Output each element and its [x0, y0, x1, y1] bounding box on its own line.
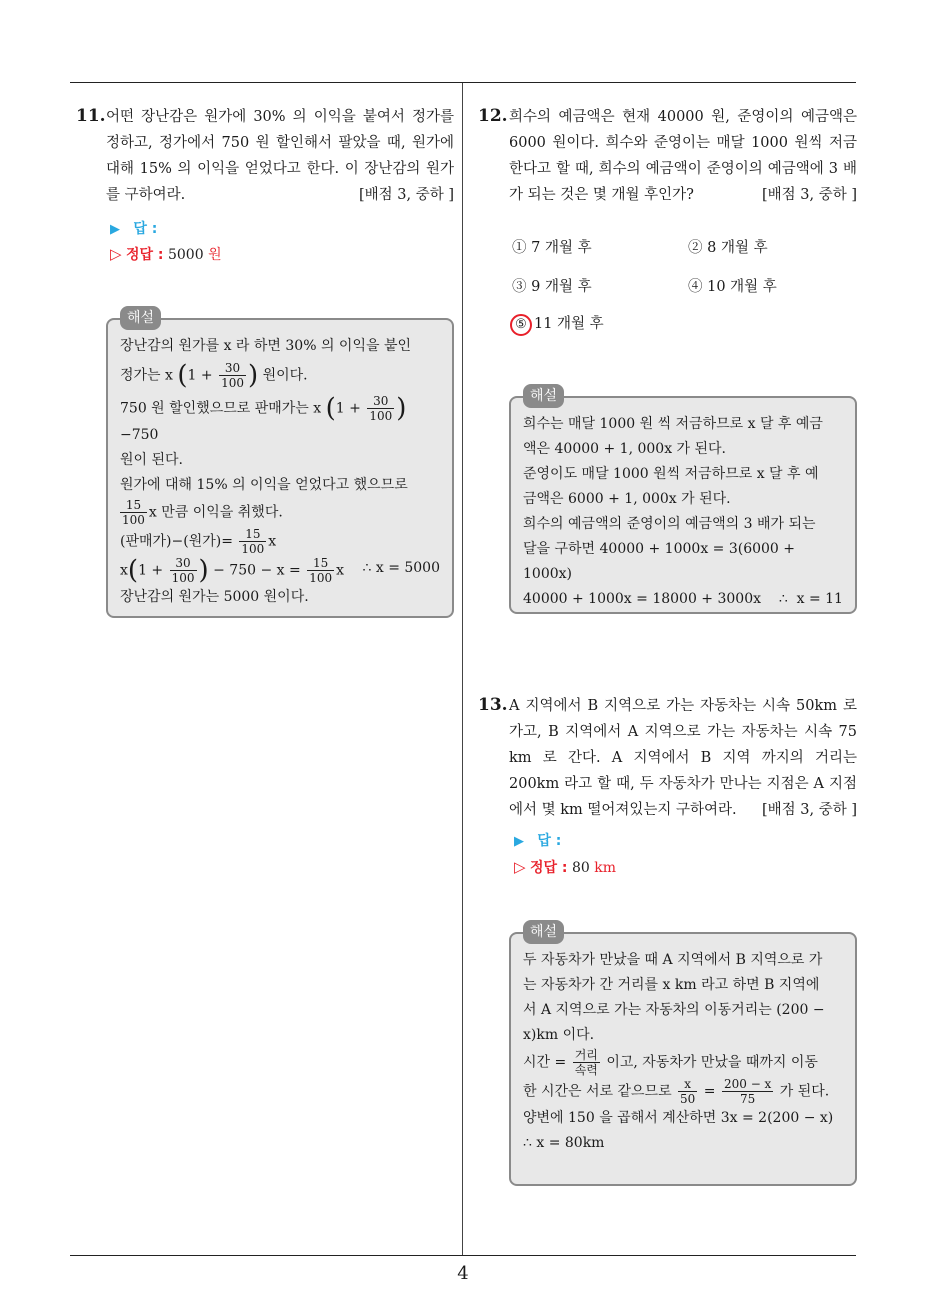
- play-outline-icon: ▷: [514, 858, 526, 876]
- answer-label: 답 :: [133, 221, 158, 237]
- options-12: [512, 236, 852, 346]
- solution-line: 장난감의 원가는 5000 원이다.: [120, 589, 309, 605]
- correct-value: 80: [571, 860, 590, 876]
- fraction: $\frac{x}{50}$: [680, 1077, 696, 1106]
- correct-label: 정답 :: [126, 247, 164, 263]
- solution-line: 는 자동차가 간 거리를 x km 라고 하면 B 지역에: [523, 977, 820, 993]
- solution-line: 양변에 150 을 곱해서 계산하면 3x = 2(200 − x): [523, 1110, 834, 1126]
- solution-line: 원이 된다.: [120, 452, 183, 468]
- top-rule: [70, 82, 856, 83]
- play-outline-icon: ▷: [110, 245, 122, 263]
- option-3[interactable]: ③ 9 개월 후: [512, 279, 592, 295]
- fraction: $\frac{15}{100}$: [241, 527, 265, 556]
- fraction: $\frac{15}{100}$: [309, 556, 333, 585]
- solution-tag: 해설: [120, 306, 161, 330]
- play-icon: ▶: [110, 222, 120, 237]
- answer-row: [514, 830, 561, 850]
- problem-11-number: 11.: [76, 106, 106, 126]
- answer-label: 답 :: [537, 833, 562, 849]
- solution-line: 40000 + 1000x = 18000 + 3000x ∴ x = 11: [523, 591, 843, 607]
- solution-line: 서 A 지역으로 가는 자동차의 이동거리는 (200 −: [523, 1002, 825, 1018]
- solution-line: x)km 이다.: [523, 1027, 595, 1043]
- problem-12-number: 12.: [478, 106, 508, 126]
- problem-11-meta: [배점 3, 중하 ]: [358, 187, 454, 203]
- solution-tag: 해설: [523, 920, 564, 944]
- solution-line: 액은 40000 + 1, 000x 가 된다.: [523, 441, 727, 457]
- solution-line: 장난감의 원가를 x 라 하면 30% 의 이익을 붙인: [120, 338, 411, 354]
- fraction: $\frac{\text{거리}}{\text{속력}}$: [574, 1048, 598, 1077]
- solution-line: 희수의 예금액의 준영이의 예금액의 3 배가 되는: [523, 516, 816, 532]
- play-icon: ▶: [514, 834, 524, 849]
- solution-line: x(1 + $\frac{30}{100}$ ) − 750 − x = $\frac{15}{100}$ x ∴ x = 5000: [120, 555, 440, 586]
- problem-13-meta: [배점 3, 중하 ]: [761, 802, 857, 818]
- solution-line: 두 자동차가 만났을 때 A 지역에서 B 지역으로 가: [523, 952, 823, 968]
- fraction: $\frac{200 - x}{75}$: [723, 1077, 772, 1106]
- option-4[interactable]: ④ 10 개월 후: [688, 279, 777, 295]
- solution-line: 준영이도 매달 1000 원씩 저금하므로 x 달 후 예: [523, 466, 819, 482]
- solution-line: 원가에 대해 15% 의 이익을 얻었다고 했으므로: [120, 477, 408, 493]
- problem-13-text: A 지역에서 B 지역으로 가는 자동차는 시속 50km 로 가고, B 지역에서 A 지역으로 가는 자동차는 시속 75 km 로 간다. A 지역에서 B 지역 까지의 거리는 200km 라고 할 때, 두 자동차가 만나는 지점은 A 지점에서 몇 km 떨어져있는지 구하여라.: [509, 698, 857, 818]
- solution-line: 750 원 할인했으므로 판매가는 x (1 + $\frac{30}{100}$ )−750: [120, 393, 407, 443]
- solution-box-13: [509, 924, 857, 1186]
- solution-line: 달을 구하면 40000 + 1000x = 3(6000 + 1000x): [523, 541, 796, 582]
- solution-line: 희수는 매달 1000 원 씩 저금하므로 x 달 후 예금: [523, 416, 823, 432]
- solution-line: 정가는 x (1 + $\frac{30}{100}$ ) 원이다.: [120, 360, 308, 391]
- correct-answer-row: [514, 857, 616, 877]
- solution-tag: 해설: [523, 384, 564, 408]
- correct-unit: 원: [208, 247, 222, 263]
- selected-option-mark: ⑤: [510, 314, 532, 336]
- solution-box-12: [509, 388, 857, 614]
- correct-value: 5000: [167, 247, 204, 263]
- column-divider: [462, 83, 463, 1255]
- option-5[interactable]: ⑤ 11 개월 후: [510, 312, 604, 336]
- option-1[interactable]: ① 7 개월 후: [512, 240, 592, 256]
- page-number: 4: [457, 1263, 469, 1284]
- correct-label: 정답 :: [530, 860, 568, 876]
- correct-unit: km: [594, 860, 617, 876]
- solution-line: (판매가)−(원가)= $\frac{15}{100}$ x: [120, 527, 277, 556]
- problem-13-number: 13.: [478, 695, 508, 715]
- answer-row: [110, 218, 157, 238]
- fraction: $\frac{15}{100}$: [122, 498, 145, 527]
- problem-11-text: 어떤 장난감은 원가에 30% 의 이익을 붙여서 정가를 정하고, 정가에서 750 원 할인해서 팔았을 때, 원가에 대해 15% 의 이익을 얻었다고 한다. 이 장난감의 원가를 구하여라.: [106, 109, 454, 203]
- solution-line: 금액은 6000 + 1, 000x 가 된다.: [523, 491, 731, 507]
- option-2[interactable]: ② 8 개월 후: [688, 240, 768, 256]
- fraction: $\frac{30}{100}$: [171, 556, 195, 585]
- problem-12-text: 희수의 예금액은 현재 40000 원, 준영이의 예금액은 6000 원이다. 희수와 준영이는 매달 1000 원씩 저금한다고 할 때, 희수의 예금액이 준영이의 예금액에 3 배가 되는 것은 몇 개월 후인가?: [509, 109, 857, 203]
- fraction: $\frac{30}{100}$: [369, 394, 393, 423]
- fraction: $\frac{30}{100}$: [221, 361, 244, 390]
- correct-answer-row: [110, 244, 222, 264]
- solution-line: $\frac{15}{100}$ x 만큼 이익을 취했다.: [122, 498, 283, 527]
- solution-line: 시간 = $\frac{\text{거리}}{\text{속력}}$ 이고, 자동차가 만났을 때까지 이동: [523, 1048, 818, 1077]
- solution-box-11: [106, 310, 454, 618]
- bottom-rule: [70, 1255, 856, 1256]
- solution-line: 한 시간은 서로 같으므로 $\frac{x}{50}$ = $\frac{200 - x}{75}$ 가 된다.: [523, 1077, 830, 1106]
- problem-12-meta: [배점 3, 중하 ]: [761, 187, 857, 203]
- solution-line: ∴ x = 80km: [523, 1135, 605, 1151]
